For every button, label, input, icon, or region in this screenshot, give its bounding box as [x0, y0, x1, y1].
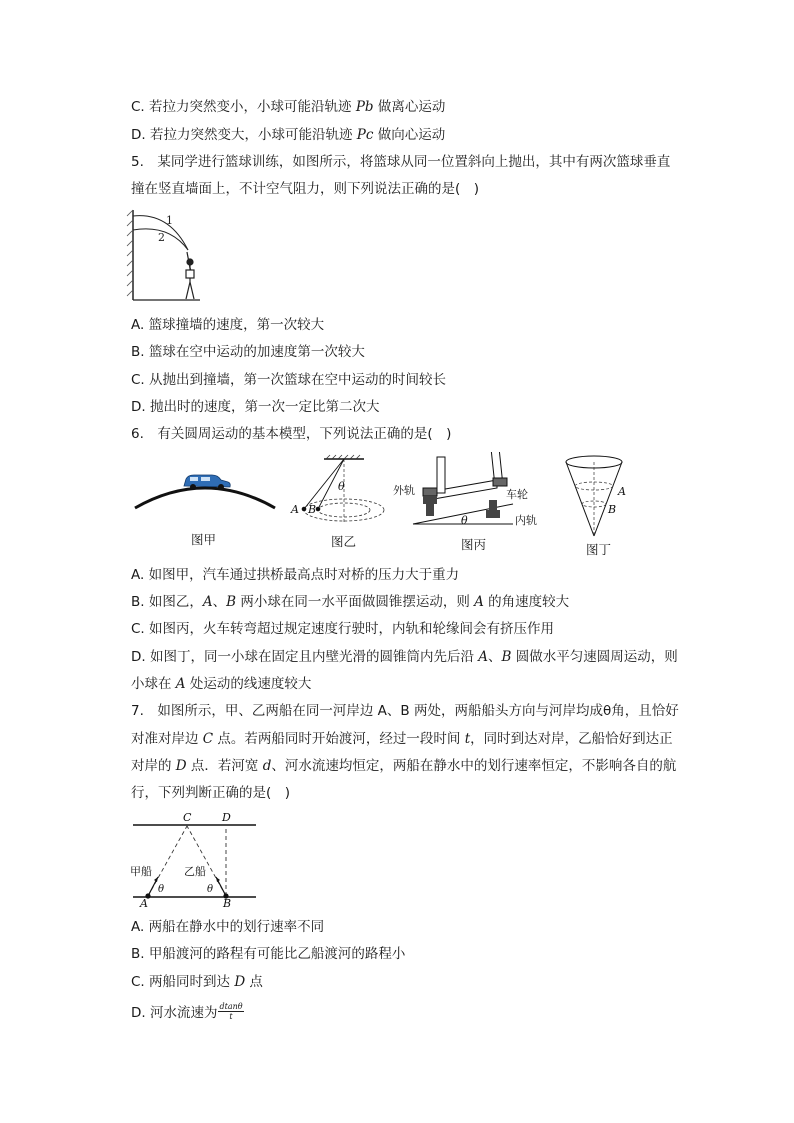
ball-a: [302, 507, 307, 512]
arch-bridge: [135, 488, 275, 508]
svg-text:A: A: [291, 503, 299, 516]
fraction-numerator: dtanθ: [219, 1001, 243, 1011]
q5-stem-line2: 撞在竖直墙面上，不计空气阻力，则下列说法正确的是( ): [131, 181, 480, 197]
player-figure: [186, 252, 194, 299]
q7-option-d: D. 河水流速为 $\frac{dtan\theta}{t}$: [131, 1001, 243, 1021]
q6-option-c: C. 如图丙，火车转弯超过规定速度行驶时，内轨和轮缘间会有挤压作用: [131, 621, 555, 637]
ball-b: [316, 507, 321, 512]
q6-option-a: A. 如图甲，汽车通过拱桥最高点时对桥的压力大于重力: [131, 567, 460, 583]
svg-text:θ: θ: [461, 514, 468, 527]
cone-right-side: [594, 462, 622, 536]
q6-option-b: B. 如图乙，A、B 两小球在同一水平面做圆锥摆运动，则 A 的角速度较大: [131, 594, 570, 610]
boat-jia-label: 甲船: [130, 865, 152, 878]
q5-stem-line1: 5. 某同学进行篮球训练，如图所示，将篮球从同一位置斜向上抛出，其中有两次篮球垂直: [131, 154, 671, 170]
svg-text:B: B: [308, 503, 317, 516]
svg-text:C: C: [183, 811, 192, 824]
q6-figure-bing-train-turn: [393, 452, 553, 530]
q6-figure-jia-bridge: [130, 466, 280, 514]
q7-stem-line4: 行，下列判断正确的是( ): [131, 785, 291, 801]
q6-figure-yi-conical-pendulum: [286, 454, 402, 528]
q7-stem-line2: 对准对岸边 C 点。若两船同时开始渡河，经过一段时间 t，同时到达对岸，乙船恰好到达正: [131, 731, 673, 747]
outer-rail-label: 外轨: [393, 484, 415, 497]
q7-option-c: C. 两船同时到达 D 点: [131, 974, 263, 990]
svg-text:D: D: [222, 811, 231, 824]
q7-stem-line1: 7. 如图所示，甲、乙两船在同一河岸边 A、B 两处，两船船头方向与河岸均成θ角，且恰好: [131, 703, 679, 719]
fraction-denominator: t: [229, 1011, 233, 1021]
q5-option-c: C. 从抛出到撞墙，第一次篮球在空中运动的时间较长: [131, 372, 447, 388]
svg-text:B: B: [608, 503, 617, 516]
wall-hatching: [127, 210, 133, 296]
svg-text:θ: θ: [338, 480, 345, 493]
svg-text:θ: θ: [207, 884, 214, 895]
q7-stem-line3: 对岸的 D 点．若河宽 d、河水流速均恒定，两船在静水中的划行速率恒定，不影响各自的航: [131, 758, 677, 774]
inner-rail-label: 内轨: [515, 514, 537, 527]
svg-text:A: A: [140, 897, 148, 908]
fraction: [218, 1002, 243, 1021]
q7-option-b: B. 甲船渡河的路程有可能比乙船渡河的路程小: [131, 946, 406, 962]
q6-caption-ding: 图丁: [586, 542, 612, 557]
q6-figure-ding-cone: [560, 452, 634, 538]
q5-basketball-figure: [124, 206, 204, 304]
q5-option-a: A. 篮球撞墙的速度，第一次较大: [131, 317, 325, 333]
q5-option-b: B. 篮球在空中运动的加速度第一次较大: [131, 344, 365, 360]
wheel-axle: [423, 452, 507, 500]
q7-river-figure: [128, 808, 260, 908]
trajectory-1-label: 1: [166, 214, 173, 227]
q7-option-a: A. 两船在静水中的划行速率不同: [131, 919, 325, 935]
svg-text:θ: θ: [158, 884, 165, 895]
q5-option-d: D. 抛出时的速度，第一次一定比第二次大: [131, 399, 380, 415]
q6-caption-yi: 图乙: [331, 534, 357, 549]
boat-yi-label: 乙船: [184, 865, 206, 878]
svg-text:B: B: [223, 897, 232, 908]
wheel-label: 车轮: [506, 488, 528, 501]
cone-left-side: [566, 462, 594, 536]
svg-text:A: A: [618, 485, 626, 498]
q4-option-d: D. 若拉力突然变大，小球可能沿轨迹 Pc 做向心运动: [131, 127, 446, 143]
trajectory-2-label: 2: [158, 231, 165, 244]
q6-caption-jia: 图甲: [191, 532, 217, 547]
q6-option-d-line1: D. 如图丁，同一小球在固定且内壁光滑的圆锥筒内先后沿 A、B 圆做水平匀速圆周运动，则: [131, 649, 678, 665]
q6-caption-bing: 图丙: [461, 537, 487, 552]
q6-option-d-line2: 小球在 A 处运动的线速度较大: [131, 676, 312, 692]
q6-stem: 6. 有关圆周运动的基本模型，下列说法正确的是( ): [131, 426, 452, 442]
q4-option-c: C. 若拉力突然变小，小球可能沿轨迹 Pb 做离心运动: [131, 99, 446, 115]
